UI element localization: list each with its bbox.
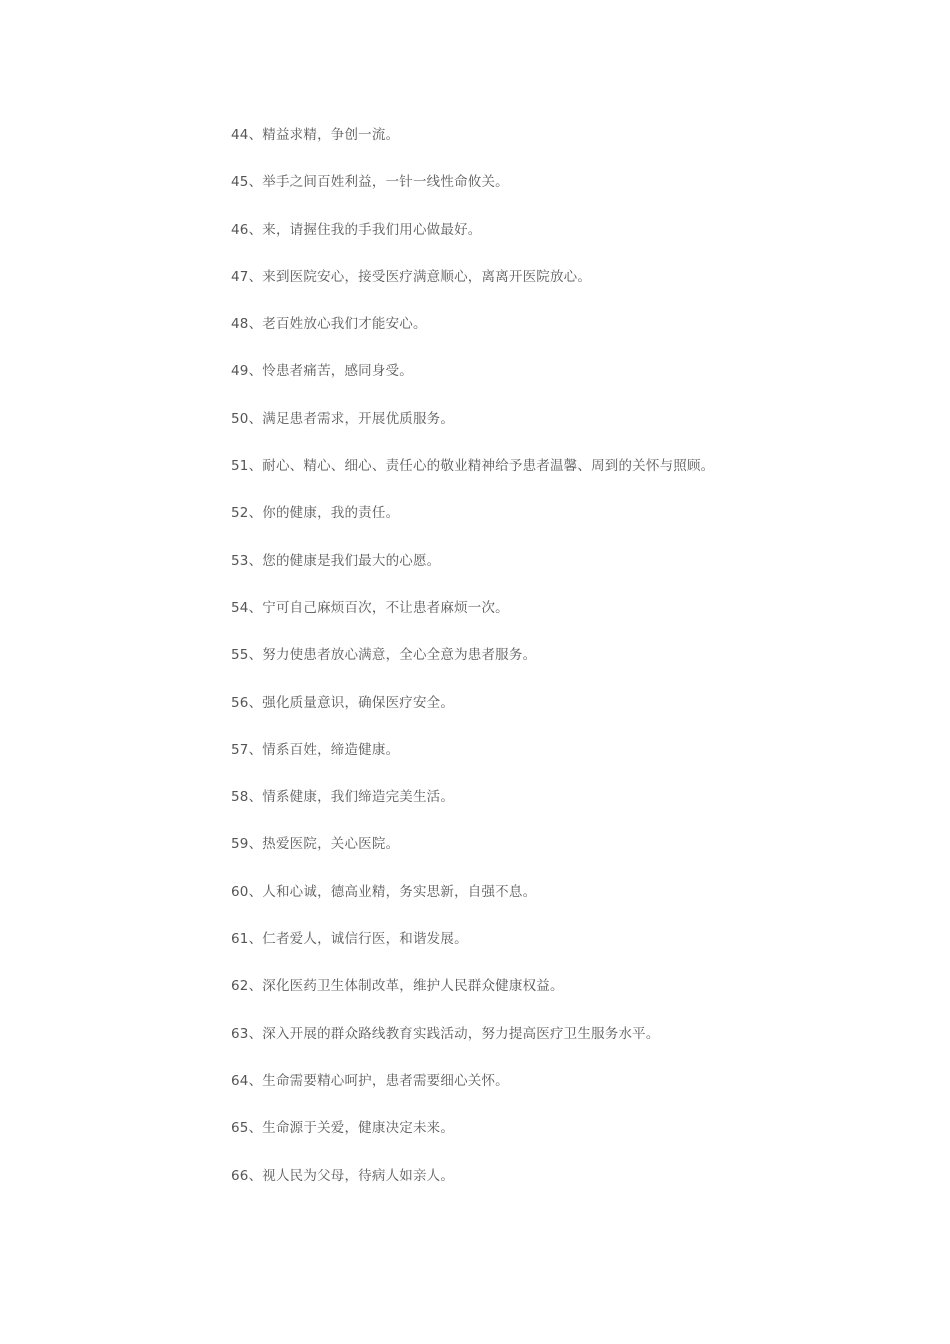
slogan-text: 49、怜患者痛苦，感同身受。 bbox=[231, 363, 413, 380]
list-item bbox=[231, 314, 911, 361]
list-item bbox=[231, 834, 911, 881]
list-item bbox=[231, 1118, 911, 1165]
list-item bbox=[231, 1024, 911, 1071]
slogan-text: 60、人和心诚，德高业精，务实思新，自强不息。 bbox=[231, 883, 537, 900]
slogan-text: 54、宁可自己麻烦百次，不让患者麻烦一次。 bbox=[231, 599, 509, 616]
slogan-text: 61、仁者爱人，诚信行医，和谐发展。 bbox=[231, 931, 468, 948]
list-item bbox=[231, 220, 911, 267]
list-item bbox=[231, 787, 911, 834]
slogan-text: 59、热爱医院，关心医院。 bbox=[231, 836, 400, 853]
list-item bbox=[231, 598, 911, 645]
slogan-text: 62、深化医药卫生体制改革，维护人民群众健康权益。 bbox=[231, 978, 564, 995]
slogan-text: 44、精益求精，争创一流。 bbox=[231, 127, 400, 143]
list-item bbox=[231, 456, 911, 503]
slogan-text: 51、耐心、精心、细心、责任心的敬业精神给予患者温馨、周到的关怀与照顾。 bbox=[231, 458, 715, 475]
list-item bbox=[231, 1166, 911, 1213]
slogan-text: 46、来，请握住我的手我们用心做最好。 bbox=[231, 221, 482, 238]
list-item bbox=[231, 267, 911, 314]
list-item bbox=[231, 409, 911, 456]
slogan-text: 63、深入开展的群众路线教育实践活动，努力提高医疗卫生服务水平。 bbox=[231, 1025, 660, 1042]
list-item bbox=[231, 125, 911, 172]
list-item bbox=[231, 693, 911, 740]
list-item bbox=[231, 645, 911, 692]
list-item bbox=[231, 882, 911, 929]
list-item bbox=[231, 361, 911, 408]
list-item bbox=[231, 172, 911, 219]
slogan-text: 47、来到医院安心，接受医疗满意顺心，离离开医院放心。 bbox=[231, 268, 592, 285]
slogan-text: 55、努力使患者放心满意，全心全意为患者服务。 bbox=[231, 647, 537, 664]
list-item bbox=[231, 740, 911, 787]
slogan-list bbox=[231, 125, 911, 1213]
list-item bbox=[231, 1071, 911, 1118]
slogan-text: 48、老百姓放心我们才能安心。 bbox=[231, 316, 427, 333]
slogan-text: 56、强化质量意识，确保医疗安全。 bbox=[231, 694, 455, 711]
slogan-text: 58、情系健康，我们缔造完美生活。 bbox=[231, 789, 455, 806]
list-item bbox=[231, 551, 911, 598]
list-item bbox=[231, 929, 911, 976]
list-item bbox=[231, 503, 911, 550]
slogan-text: 50、满足患者需求，开展优质服务。 bbox=[231, 410, 455, 427]
slogan-text: 64、生命需要精心呵护，患者需要细心关怀。 bbox=[231, 1072, 509, 1089]
slogan-text: 66、视人民为父母，待病人如亲人。 bbox=[231, 1167, 455, 1184]
slogan-text: 52、你的健康，我的责任。 bbox=[231, 505, 400, 522]
slogan-text: 45、举手之间百姓利益，一针一线性命攸关。 bbox=[231, 174, 509, 191]
list-item bbox=[231, 976, 911, 1023]
slogan-text: 53、您的健康是我们最大的心愿。 bbox=[231, 552, 441, 569]
slogan-text: 57、情系百姓，缔造健康。 bbox=[231, 741, 400, 758]
slogan-text: 65、生命源于关爱，健康决定未来。 bbox=[231, 1120, 455, 1137]
